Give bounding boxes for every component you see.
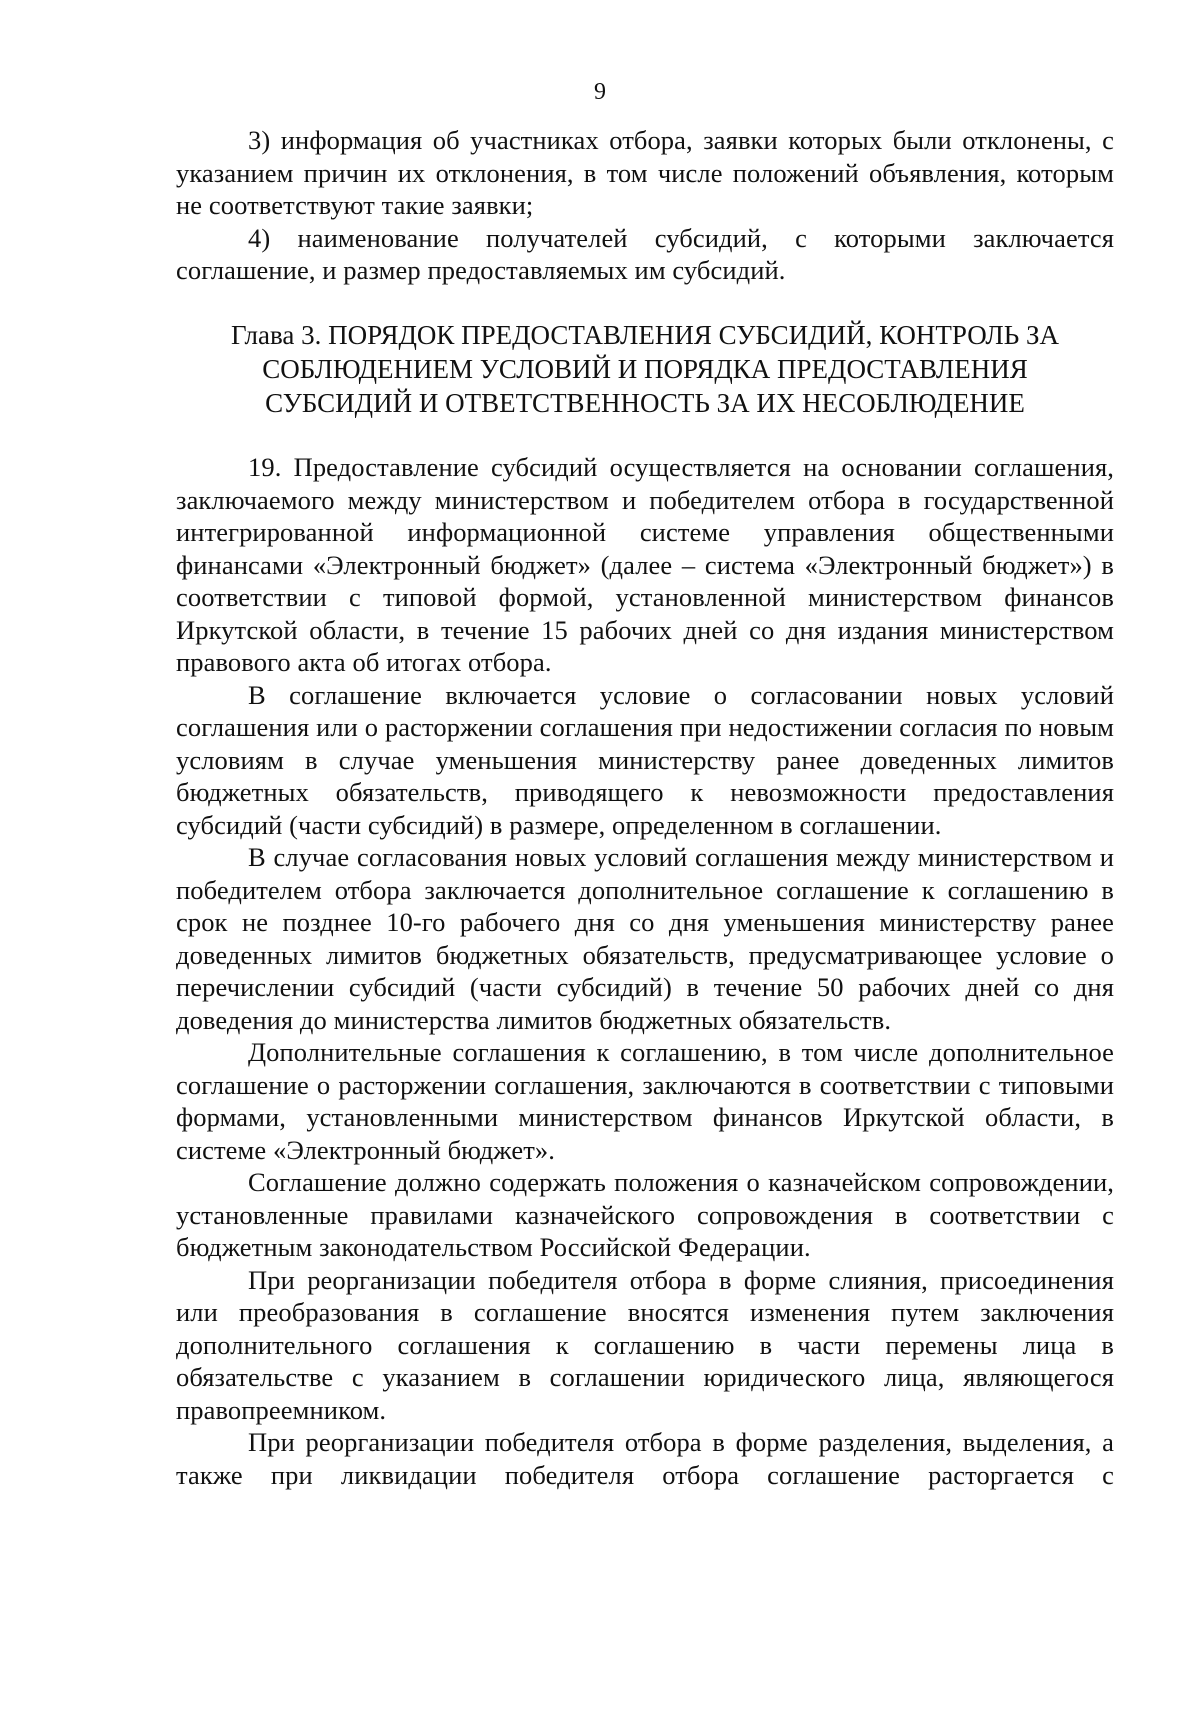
chapter-heading-line: СУБСИДИЙ И ОТВЕТСТВЕННОСТЬ ЗА ИХ НЕСОБЛЮДЕНИЕ [265, 388, 1025, 418]
paragraph: При реорганизации победителя отбора в форме слияния, присоединения или преобразования в соглашение вносятся изменения путем заключения дополнительного соглашения к соглашению в части перемены лица в обязательстве с указанием в соглашении юридического лица, являющегося правопреемником. [176, 1264, 1114, 1425]
paragraph: Дополнительные соглашения к соглашению, в том числе дополнительное соглашение о расторжении соглашения, заключаются в соответствии с типовыми формами, установленными министерством финансов Иркутской области, в системе «Электронный бюджет». [176, 1037, 1114, 1165]
list-items-block [176, 124, 1114, 287]
paragraph: Соглашение должно содержать положения о казначейском сопровождении, установленные правилами казначейского сопровождения в соответствии с бюджетным законодательством Российской Федерации. [176, 1167, 1114, 1262]
paragraph: 19. Предоставление субсидий осуществляется на основании соглашения, заключаемого между министерством и победителем отбора в государственной интегрированной информационной системе управления общественными финансами «Электронный бюджет» (далее – система «Электронный бюджет») в соответствии с типовой формой, установленной министерством финансов Иркутской области, в течение 15 рабочих дней со дня издания министерством правового акта об итогах отбора. [176, 452, 1114, 677]
chapter-heading-line: Глава 3. ПОРЯДОК ПРЕДОСТАВЛЕНИЯ СУБСИДИЙ, КОНТРОЛЬ ЗА [230, 320, 1060, 350]
list-item: 4) наименование получателей субсидий, с которыми заключается соглашение, и размер предоставляемых им субсидий. [176, 222, 1114, 285]
paragraph: В соглашение включается условие о согласовании новых условий соглашения или о расторжении соглашения при недостижении согласия по новым условиям в случае уменьшения министерству ранее доведенных лимитов бюджетных обязательств, приводящего к невозможности предоставления субсидий (части субсидий) в размере, определенном в соглашении. [176, 679, 1114, 840]
body-text [176, 451, 1114, 1491]
list-item: 3) информация об участниках отбора, заявки которых были отклонены, с указанием причин их отклонения, в том числе положений объявления, которым не соответствуют такие заявки; [176, 125, 1114, 220]
paragraph: В случае согласования новых условий соглашения между министерством и победителем отбора заключается дополнительное соглашение к соглашению в срок не позднее 10-го рабочего дня со дня уменьшения министерству ранее доведенных лимитов бюджетных обязательств, предусматривающее условие о перечислении субсидий (части субсидий) в течение 50 рабочих дней со дня доведения до министерства лимитов бюджетных обязательств. [176, 842, 1114, 1035]
chapter-heading [176, 318, 1114, 420]
chapter-heading-line: СОБЛЮДЕНИЕМ УСЛОВИЙ И ПОРЯДКА ПРЕДОСТАВЛЕНИЯ [262, 354, 1028, 384]
paragraph: При реорганизации победителя отбора в форме разделения, выделения, а также при ликвидации победителя отбора соглашение расторгается с [176, 1427, 1114, 1490]
page-number: 9 [594, 79, 606, 105]
